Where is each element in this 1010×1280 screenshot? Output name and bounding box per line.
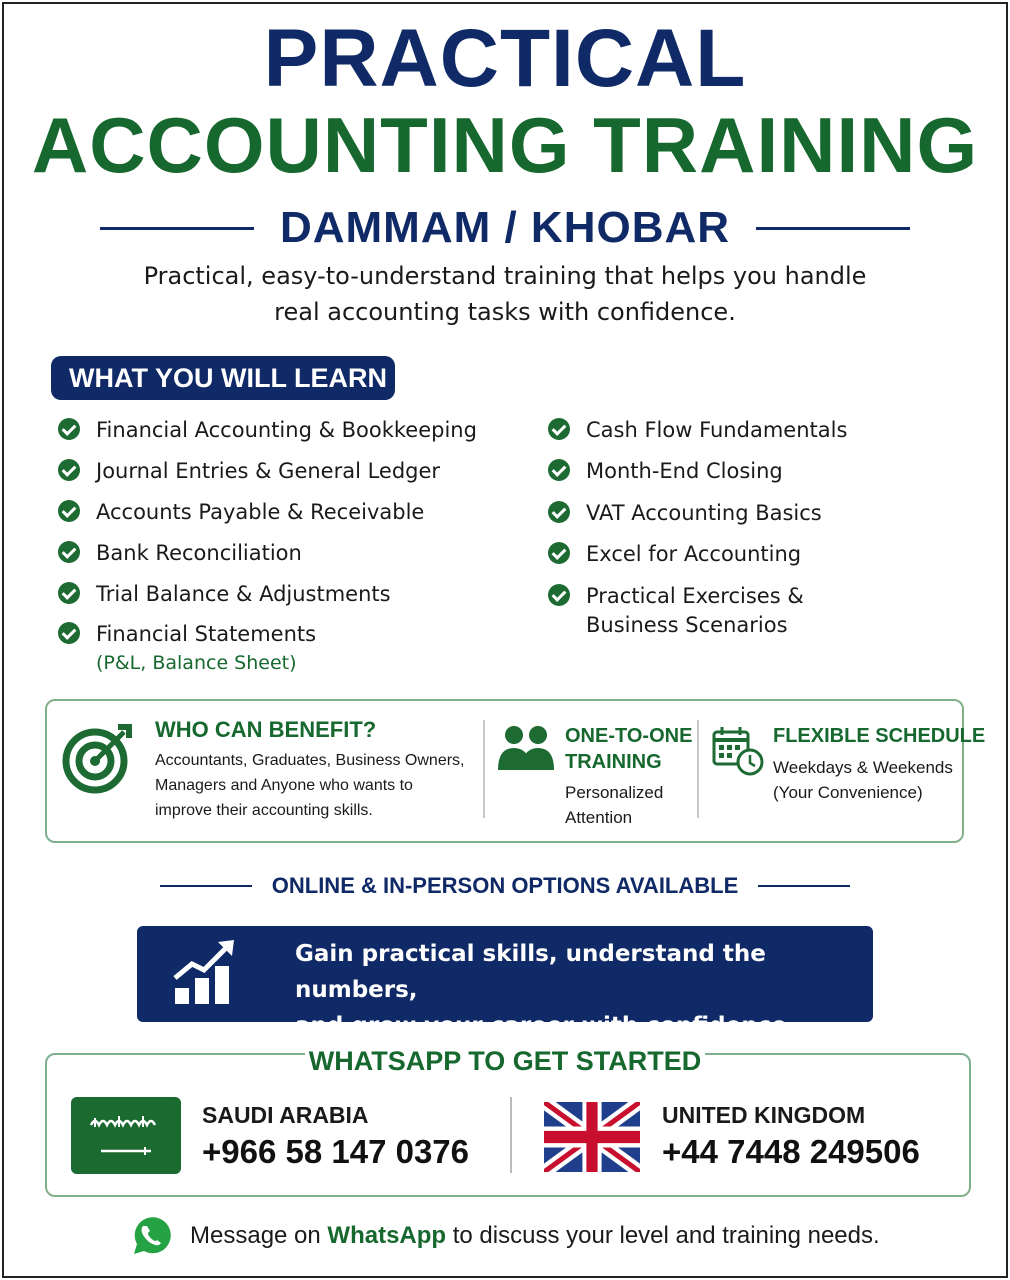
footer-text-after: to discuss your level and training needs. [446, 1222, 880, 1249]
list-item-sub: Business Scenarios [586, 613, 788, 637]
whatsapp-icon[interactable] [128, 1214, 172, 1258]
list-item-label: Excel for Accounting [586, 542, 802, 566]
list-item [548, 416, 847, 445]
list-item-main: Financial Statements [96, 622, 317, 646]
list-item [58, 539, 302, 568]
flexible-schedule-line-1: Weekdays & Weekends [773, 758, 953, 777]
whatsapp-title: WHATSAPP TO GET STARTED [305, 1041, 705, 1081]
benefit-text [155, 748, 485, 823]
flexible-schedule-title: FLEXIBLE SCHEDULE [773, 725, 986, 747]
benefit-line-2: Managers and Anyone who wants to [155, 777, 413, 794]
check-icon [58, 582, 80, 604]
footer-text-before: Message on [190, 1222, 328, 1249]
location-row [100, 200, 910, 256]
list-item-label: Cash Flow Fundamentals [586, 418, 848, 442]
one-to-one-text [565, 780, 695, 830]
check-icon [548, 418, 570, 440]
list-item-label [96, 620, 316, 677]
divider-line-right [756, 227, 910, 230]
check-icon [548, 584, 570, 606]
list-item-label: Accounts Payable & Receivable [96, 500, 425, 524]
uk-flag-icon [544, 1102, 640, 1172]
benefit-title: WHO CAN BENEFIT? [155, 717, 377, 742]
list-item [548, 540, 801, 569]
target-icon [62, 722, 134, 794]
list-item-sub: (P&L, Balance Sheet) [96, 652, 297, 674]
growth-chart-icon [170, 938, 238, 1008]
list-item-label: Financial Accounting & Bookkeeping [96, 418, 477, 442]
list-item-label: VAT Accounting Basics [586, 501, 822, 525]
options-row [160, 870, 850, 902]
benefit-divider-2 [697, 720, 699, 818]
title-line-1: PRACTICAL [263, 13, 747, 104]
banner-line-1: Gain practical skills, understand the numbers, [295, 941, 766, 1003]
one-to-one-text-line-2: Attention [565, 808, 633, 827]
options-text: ONLINE & IN-PERSON OPTIONS AVAILABLE [271, 873, 739, 898]
learn-badge: WHAT YOU WILL LEARN [51, 356, 395, 400]
list-item-label: Trial Balance & Adjustments [96, 582, 391, 606]
check-icon [548, 542, 570, 564]
saudi-flag-icon [71, 1097, 181, 1174]
list-item [58, 498, 424, 527]
benefit-line-1: Accountants, Graduates, Business Owners, [155, 752, 465, 769]
check-icon [58, 459, 80, 481]
one-to-one-title [565, 723, 695, 775]
saudi-phone-number[interactable]: +966 58 147 0376 [202, 1133, 470, 1170]
calendar-icon [712, 726, 764, 776]
footer-whatsapp-word[interactable]: WhatsApp [327, 1222, 447, 1249]
check-icon [548, 501, 570, 523]
divider-line-left [100, 227, 254, 230]
flexible-schedule-line-2: (Your Convenience) [773, 783, 923, 802]
title-line-2: ACCOUNTING TRAINING [31, 101, 979, 189]
banner-line-2: and grow your career with confidence. [295, 1013, 796, 1039]
benefit-divider-1 [483, 720, 485, 818]
list-item [548, 499, 822, 528]
whatsapp-divider [510, 1097, 512, 1173]
list-item [548, 582, 804, 640]
list-item [58, 416, 477, 445]
one-to-one-text-line-1: Personalized [565, 783, 664, 802]
banner-text [295, 936, 865, 1044]
one-to-one-title-line-1: ONE-TO-ONE [565, 725, 693, 747]
list-item [58, 580, 391, 609]
check-icon [58, 541, 80, 563]
intro-text [100, 258, 910, 330]
footer-text [190, 1222, 880, 1250]
footer [128, 1213, 880, 1259]
list-item-label: Journal Entries & General Ledger [96, 459, 441, 483]
list-item-label: Bank Reconciliation [96, 541, 302, 565]
list-item [58, 457, 440, 486]
list-item [58, 620, 316, 677]
check-icon [548, 459, 570, 481]
list-item-label [586, 582, 804, 640]
saudi-country-label: SAUDI ARABIA [202, 1102, 369, 1128]
intro-line-1: Practical, easy-to-understand training that helps you handle [143, 262, 867, 290]
list-item [548, 457, 783, 486]
options-line-left [160, 885, 252, 887]
uk-phone-number[interactable]: +44 7448 249506 [662, 1133, 920, 1170]
benefit-line-3: improve their accounting skills. [155, 802, 373, 819]
intro-line-2: real accounting tasks with confidence. [274, 298, 736, 326]
check-icon [58, 622, 80, 644]
check-icon [58, 418, 80, 440]
flexible-schedule-text [773, 755, 958, 805]
location-text: DAMMAM / KHOBAR [279, 203, 731, 252]
check-icon [58, 500, 80, 522]
list-item-main: Practical Exercises & [586, 584, 804, 608]
list-item-label: Month-End Closing [586, 459, 783, 483]
people-icon [497, 724, 555, 774]
options-line-right [758, 885, 850, 887]
one-to-one-title-line-2: TRAINING [565, 751, 662, 773]
uk-country-label: UNITED KINGDOM [662, 1102, 866, 1128]
